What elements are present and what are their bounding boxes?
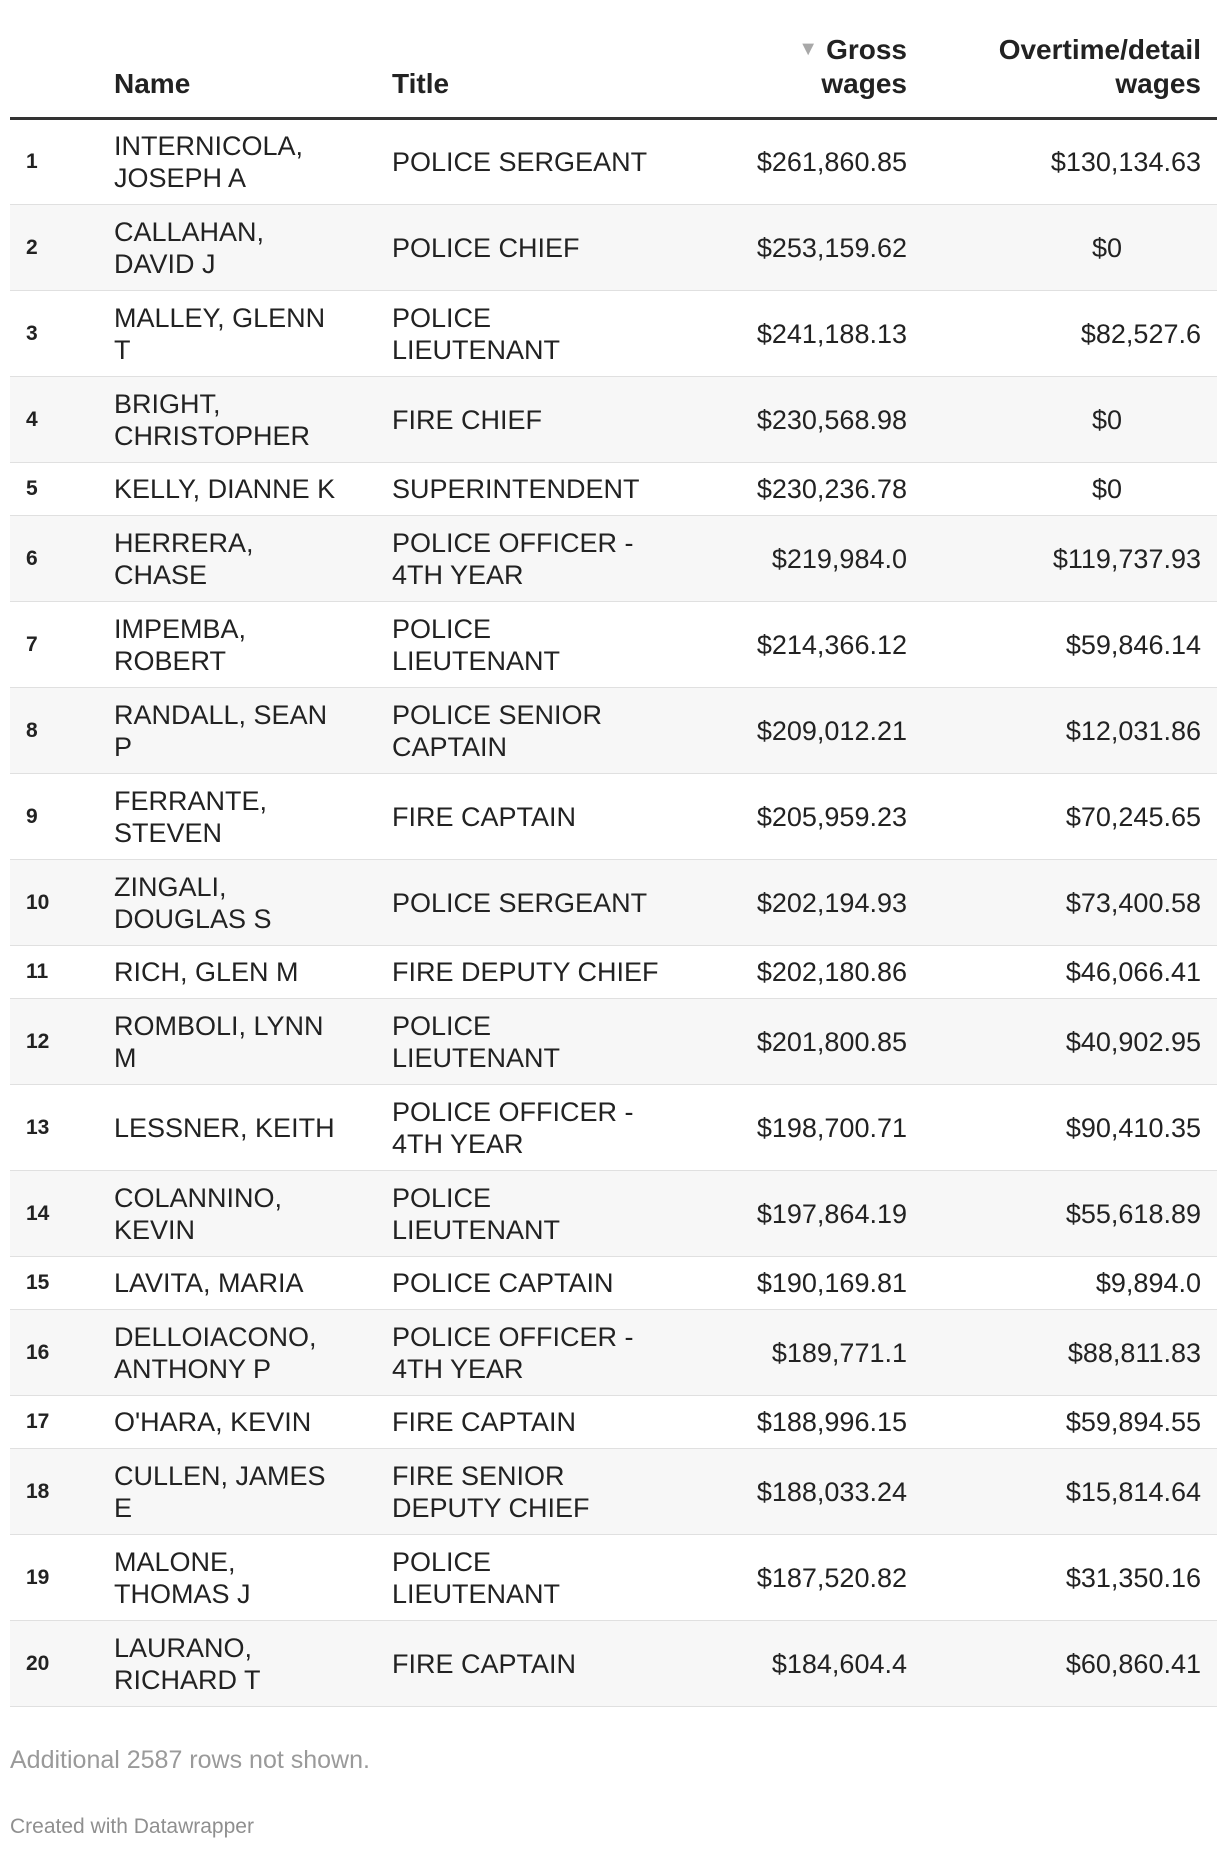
name-cell-text: CHASE	[114, 559, 208, 590]
title-column-header[interactable]: Title	[392, 32, 735, 119]
rank-cell	[10, 205, 114, 291]
table-row	[10, 377, 1217, 463]
table-row	[10, 1449, 1217, 1535]
name-cell	[114, 1535, 392, 1621]
overtime-wages-cell-text: $73,400.58	[1065, 887, 1201, 918]
name-cell-text: DELLOIACONO,	[114, 1321, 317, 1352]
rank-cell	[10, 1621, 114, 1707]
table-row	[10, 1171, 1217, 1257]
gross-wages-cell-text: $230,236.78	[756, 474, 907, 504]
name-cell-text: E	[114, 1492, 133, 1523]
title-cell-text: FIRE DEPUTY CHIEF	[392, 957, 659, 987]
table-row	[10, 860, 1217, 946]
title-cell-text: FIRE CAPTAIN	[392, 1407, 577, 1437]
rank-cell-text: 18	[26, 1479, 50, 1503]
name-cell-text: COLANNINO,	[114, 1182, 283, 1213]
rank-cell	[10, 1449, 114, 1535]
title-cell	[392, 1310, 735, 1396]
title-cell-text: POLICE	[392, 302, 492, 333]
title-cell-text: FIRE CHIEF	[392, 404, 543, 435]
datawrapper-credit: Created with Datawrapper	[10, 1815, 254, 1838]
overtime-wages-cell-text: $130,134.63	[1050, 147, 1201, 177]
gross-wages-cell	[735, 1535, 907, 1621]
overtime-wages-cell-text: $70,245.65	[1065, 801, 1201, 832]
rank-cell	[10, 946, 114, 999]
title-cell	[392, 774, 735, 860]
overtime-wages-cell-text: $0	[1091, 232, 1123, 263]
name-cell-text: RANDALL, SEAN	[114, 699, 328, 730]
title-cell-text: LIEUTENANT	[392, 1578, 561, 1609]
name-cell-text: DAVID J	[114, 248, 216, 279]
title-cell	[392, 205, 735, 291]
title-cell	[392, 1396, 735, 1449]
title-cell-text: POLICE SERGEANT	[392, 147, 648, 177]
gross-wages-cell-text: $202,180.86	[756, 957, 907, 987]
rank-cell-text: 17	[26, 1410, 50, 1433]
name-cell-text: LAVITA, MARIA	[114, 1268, 304, 1298]
gross-wages-cell-text: $261,860.85	[756, 147, 907, 177]
name-cell-text: CALLAHAN,	[114, 216, 265, 247]
overtime-wages-cell-text: $12,031.86	[1065, 715, 1201, 746]
rank-cell	[10, 774, 114, 860]
name-cell	[114, 119, 392, 205]
name-cell	[114, 291, 392, 377]
gross-wages-cell-text: $190,169.81	[756, 1268, 907, 1298]
title-cell-text: POLICE	[392, 613, 492, 644]
name-cell-text: RICH, GLEN M	[114, 957, 299, 987]
gross-wages-cell	[735, 1085, 907, 1171]
name-cell	[114, 1257, 392, 1310]
title-cell-text: LIEUTENANT	[392, 334, 561, 365]
table-row	[10, 1310, 1217, 1396]
table-row	[10, 999, 1217, 1085]
name-cell-text: ROMBOLI, LYNN	[114, 1010, 324, 1041]
gross-wages-cell-text: $189,771.1	[771, 1337, 907, 1368]
overtime-wages-cell	[907, 377, 1217, 463]
overtime-wages-cell-text: $0	[1091, 474, 1123, 504]
title-cell	[392, 463, 735, 516]
overtime-wages-cell-text: $59,846.14	[1065, 629, 1201, 660]
name-cell	[114, 602, 392, 688]
gross-wages-cell	[735, 1257, 907, 1310]
name-cell	[114, 1449, 392, 1535]
table-row	[10, 291, 1217, 377]
gross-wages-cell-text: $201,800.85	[756, 1026, 907, 1057]
gross-wages-cell-text: $241,188.13	[756, 318, 907, 349]
title-cell	[392, 602, 735, 688]
title-cell	[392, 946, 735, 999]
gross-wages-cell-text: $253,159.62	[756, 232, 907, 263]
gross-wages-cell-text: $214,366.12	[756, 629, 907, 660]
name-cell	[114, 377, 392, 463]
name-cell-text: MALLEY, GLENN	[114, 302, 326, 333]
rank-cell	[10, 688, 114, 774]
rank-cell-text: 7	[26, 632, 38, 656]
rank-cell-text: 13	[26, 1115, 50, 1139]
overtime-wages-cell-text: $82,527.6	[1080, 318, 1201, 349]
rank-cell	[10, 516, 114, 602]
rank-cell-text: 10	[26, 890, 50, 914]
overtime-wages-cell-text: $59,894.55	[1065, 1407, 1201, 1437]
rank-cell	[10, 1396, 114, 1449]
title-cell-text: POLICE CAPTAIN	[392, 1268, 614, 1298]
title-cell-text: LIEUTENANT	[392, 1214, 561, 1245]
table-header	[10, 32, 1217, 119]
gross-wages-cell	[735, 946, 907, 999]
overtime-wages-cell-text: $15,814.64	[1065, 1476, 1201, 1507]
name-cell-text: P	[114, 731, 133, 762]
name-cell-text: O'HARA, KEVIN	[114, 1407, 312, 1437]
rank-cell	[10, 1085, 114, 1171]
overtime-wages-column-header[interactable]	[907, 32, 1217, 119]
name-cell	[114, 688, 392, 774]
rank-cell-text: 15	[26, 1271, 50, 1294]
name-cell	[114, 1310, 392, 1396]
rank-cell	[10, 1257, 114, 1310]
rank-cell-text: 8	[26, 718, 38, 742]
gross-wages-cell	[735, 1396, 907, 1449]
name-cell-text: CHRISTOPHER	[114, 420, 311, 451]
overtime-wages-cell	[907, 1257, 1217, 1310]
name-cell-text: KEVIN	[114, 1214, 196, 1245]
name-cell	[114, 860, 392, 946]
title-cell-text: FIRE CAPTAIN	[392, 1648, 577, 1679]
name-cell-text: RICHARD T	[114, 1664, 261, 1695]
title-cell	[392, 1085, 735, 1171]
rank-cell-text: 12	[26, 1029, 50, 1053]
overtime-wages-cell-text: $88,811.83	[1067, 1337, 1201, 1368]
rank-cell	[10, 1310, 114, 1396]
name-cell-text: T	[114, 334, 131, 365]
overtime-wages-cell	[907, 463, 1217, 516]
gross-wages-cell	[735, 1310, 907, 1396]
overtime-wages-cell	[907, 602, 1217, 688]
title-cell-text: POLICE OFFICER -	[392, 1096, 634, 1127]
title-cell-text: 4TH YEAR	[392, 1353, 524, 1384]
name-cell-text: ROBERT	[114, 645, 227, 676]
table-row	[10, 1085, 1217, 1171]
title-cell	[392, 1171, 735, 1257]
name-cell	[114, 999, 392, 1085]
title-cell	[392, 1621, 735, 1707]
rank-cell-text: 2	[26, 235, 38, 259]
name-cell	[114, 1171, 392, 1257]
name-cell	[114, 1085, 392, 1171]
overtime-wages-cell	[907, 1085, 1217, 1171]
overtime-wages-cell	[907, 1171, 1217, 1257]
rank-cell	[10, 119, 114, 205]
rank-cell	[10, 999, 114, 1085]
gross-wages-header-line1: Gross	[826, 34, 907, 65]
name-cell-text: MALONE,	[114, 1546, 236, 1577]
overtime-wages-cell	[907, 205, 1217, 291]
table-row	[10, 1396, 1217, 1449]
gross-wages-cell-text: $219,984.0	[771, 543, 907, 574]
overtime-wages-cell	[907, 688, 1217, 774]
title-cell	[392, 1535, 735, 1621]
gross-wages-cell	[735, 516, 907, 602]
overtime-wages-cell-text: $9,894.0	[1095, 1268, 1201, 1298]
overtime-wages-cell	[907, 119, 1217, 205]
name-cell	[114, 1396, 392, 1449]
table-row	[10, 205, 1217, 291]
overtime-wages-cell-text: $0	[1091, 404, 1123, 435]
overtime-wages-cell-text: $46,066.41	[1065, 957, 1201, 987]
name-cell-text: IMPEMBA,	[114, 613, 247, 644]
table-row	[10, 602, 1217, 688]
title-cell	[392, 688, 735, 774]
name-cell-text: KELLY, DIANNE K	[114, 474, 336, 504]
name-cell-text: LAURANO,	[114, 1632, 253, 1663]
overtime-wages-cell	[907, 860, 1217, 946]
table-row	[10, 516, 1217, 602]
overtime-wages-cell	[907, 999, 1217, 1085]
title-cell-text: POLICE SERGEANT	[392, 887, 648, 918]
gross-wages-cell	[735, 602, 907, 688]
rank-cell-text: 9	[26, 804, 38, 828]
title-cell-text: POLICE	[392, 1182, 492, 1213]
gross-wages-header-line2: wages	[821, 68, 907, 99]
title-cell-text: 4TH YEAR	[392, 559, 524, 590]
title-cell-text: LIEUTENANT	[392, 645, 561, 676]
overtime-wages-cell	[907, 1621, 1217, 1707]
gross-wages-column-header[interactable]	[735, 32, 907, 119]
title-cell-text: POLICE OFFICER -	[392, 1321, 634, 1352]
table-row	[10, 463, 1217, 516]
wages-table	[10, 32, 1217, 1707]
rank-cell-text: 3	[26, 321, 38, 345]
table-row	[10, 774, 1217, 860]
table-row	[10, 688, 1217, 774]
name-cell-text: JOSEPH A	[114, 163, 247, 193]
name-cell	[114, 774, 392, 860]
title-cell	[392, 377, 735, 463]
overtime-wages-cell	[907, 1449, 1217, 1535]
gross-wages-cell	[735, 1449, 907, 1535]
name-cell-text: THOMAS J	[114, 1578, 251, 1609]
gross-wages-cell	[735, 774, 907, 860]
title-cell	[392, 860, 735, 946]
gross-wages-cell	[735, 999, 907, 1085]
title-cell-text: POLICE	[392, 1546, 492, 1577]
overtime-wages-cell	[907, 946, 1217, 999]
title-cell-text: POLICE	[392, 1010, 492, 1041]
name-cell	[114, 946, 392, 999]
overtime-wages-cell-text: $119,737.93	[1052, 543, 1201, 574]
title-cell	[392, 999, 735, 1085]
gross-wages-cell	[735, 463, 907, 516]
name-cell-text: BRIGHT,	[114, 388, 221, 419]
overtime-header-line2: wages	[1115, 68, 1201, 99]
table-row	[10, 1257, 1217, 1310]
rank-cell-text: 1	[26, 150, 38, 173]
name-column-header[interactable]: Name	[114, 32, 392, 119]
gross-wages-cell-text: $230,568.98	[756, 404, 907, 435]
rank-cell	[10, 602, 114, 688]
name-cell-text: FERRANTE,	[114, 785, 268, 816]
title-cell-text: FIRE CAPTAIN	[392, 801, 577, 832]
overtime-wages-cell-text: $60,860.41	[1065, 1648, 1201, 1679]
name-cell-text: HERRERA,	[114, 527, 254, 558]
name-cell-text: LESSNER, KEITH	[114, 1112, 335, 1143]
rank-cell-text: 11	[26, 960, 49, 983]
rank-column-header	[10, 32, 114, 119]
name-cell-text: ANTHONY P	[114, 1353, 272, 1384]
table-row	[10, 1535, 1217, 1621]
gross-wages-cell-text: $209,012.21	[756, 715, 907, 746]
name-cell-text: STEVEN	[114, 817, 223, 848]
gross-wages-cell-text: $198,700.71	[756, 1112, 907, 1143]
name-cell	[114, 205, 392, 291]
title-cell-text: CAPTAIN	[392, 731, 508, 762]
rank-cell	[10, 1535, 114, 1621]
table-row	[10, 946, 1217, 999]
gross-wages-cell	[735, 377, 907, 463]
gross-wages-cell	[735, 119, 907, 205]
title-cell	[392, 291, 735, 377]
title-cell-text: POLICE CHIEF	[392, 232, 580, 263]
overtime-wages-cell-text: $31,350.16	[1065, 1562, 1201, 1593]
overtime-wages-cell	[907, 1310, 1217, 1396]
overtime-header-line1: Overtime/detail	[998, 34, 1201, 65]
rank-cell	[10, 291, 114, 377]
gross-wages-cell	[735, 1171, 907, 1257]
gross-wages-cell-text: $188,996.15	[756, 1407, 907, 1437]
rank-cell	[10, 377, 114, 463]
rows-not-shown-note: Additional 2587 rows not shown.	[10, 1746, 370, 1774]
rank-cell-text: 14	[26, 1201, 50, 1225]
gross-wages-cell	[735, 291, 907, 377]
gross-wages-cell	[735, 1621, 907, 1707]
overtime-wages-cell	[907, 1396, 1217, 1449]
rank-cell	[10, 860, 114, 946]
rank-cell-text: 4	[26, 407, 38, 431]
name-cell-text: INTERNICOLA,	[114, 131, 304, 161]
overtime-wages-cell	[907, 516, 1217, 602]
name-cell	[114, 463, 392, 516]
title-cell	[392, 1257, 735, 1310]
gross-wages-cell	[735, 860, 907, 946]
name-cell	[114, 516, 392, 602]
overtime-wages-cell	[907, 774, 1217, 860]
name-cell-text: M	[114, 1042, 137, 1073]
gross-wages-cell-text: $197,864.19	[756, 1198, 907, 1229]
name-cell-text: ZINGALI,	[114, 871, 227, 902]
rank-cell-text: 5	[26, 477, 38, 500]
gross-wages-cell-text: $187,520.82	[756, 1562, 907, 1593]
gross-wages-cell	[735, 688, 907, 774]
name-cell-text: DOUGLAS S	[114, 903, 272, 934]
table-row	[10, 1621, 1217, 1707]
title-cell-text: LIEUTENANT	[392, 1042, 561, 1073]
title-cell-text: POLICE SENIOR	[392, 699, 603, 730]
sort-descending-icon: ▼	[798, 38, 819, 60]
rank-cell-text: 19	[26, 1565, 50, 1589]
title-cell	[392, 119, 735, 205]
title-cell-text: DEPUTY CHIEF	[392, 1492, 590, 1523]
rank-cell-text: 20	[26, 1651, 50, 1675]
rank-cell-text: 6	[26, 546, 38, 570]
rank-cell	[10, 463, 114, 516]
title-cell-text: 4TH YEAR	[392, 1128, 524, 1159]
gross-wages-cell-text: $205,959.23	[756, 801, 907, 832]
title-cell	[392, 1449, 735, 1535]
table-row	[10, 119, 1217, 205]
overtime-wages-cell-text: $90,410.35	[1065, 1112, 1201, 1143]
title-cell-text: FIRE SENIOR	[392, 1460, 565, 1491]
name-cell	[114, 1621, 392, 1707]
name-cell-text: CULLEN, JAMES	[114, 1460, 326, 1491]
overtime-wages-cell	[907, 291, 1217, 377]
overtime-wages-cell	[907, 1535, 1217, 1621]
title-cell-text: POLICE OFFICER -	[392, 527, 634, 558]
title-cell	[392, 516, 735, 602]
title-cell-text: SUPERINTENDENT	[392, 474, 640, 504]
overtime-wages-cell-text: $40,902.95	[1065, 1026, 1201, 1057]
overtime-wages-cell-text: $55,618.89	[1065, 1198, 1201, 1229]
rank-cell	[10, 1171, 114, 1257]
gross-wages-cell-text: $202,194.93	[756, 887, 907, 918]
gross-wages-cell	[735, 205, 907, 291]
gross-wages-cell-text: $184,604.4	[771, 1648, 907, 1679]
gross-wages-cell-text: $188,033.24	[756, 1476, 907, 1507]
rank-cell-text: 16	[26, 1340, 50, 1364]
table-body	[10, 119, 1217, 1707]
